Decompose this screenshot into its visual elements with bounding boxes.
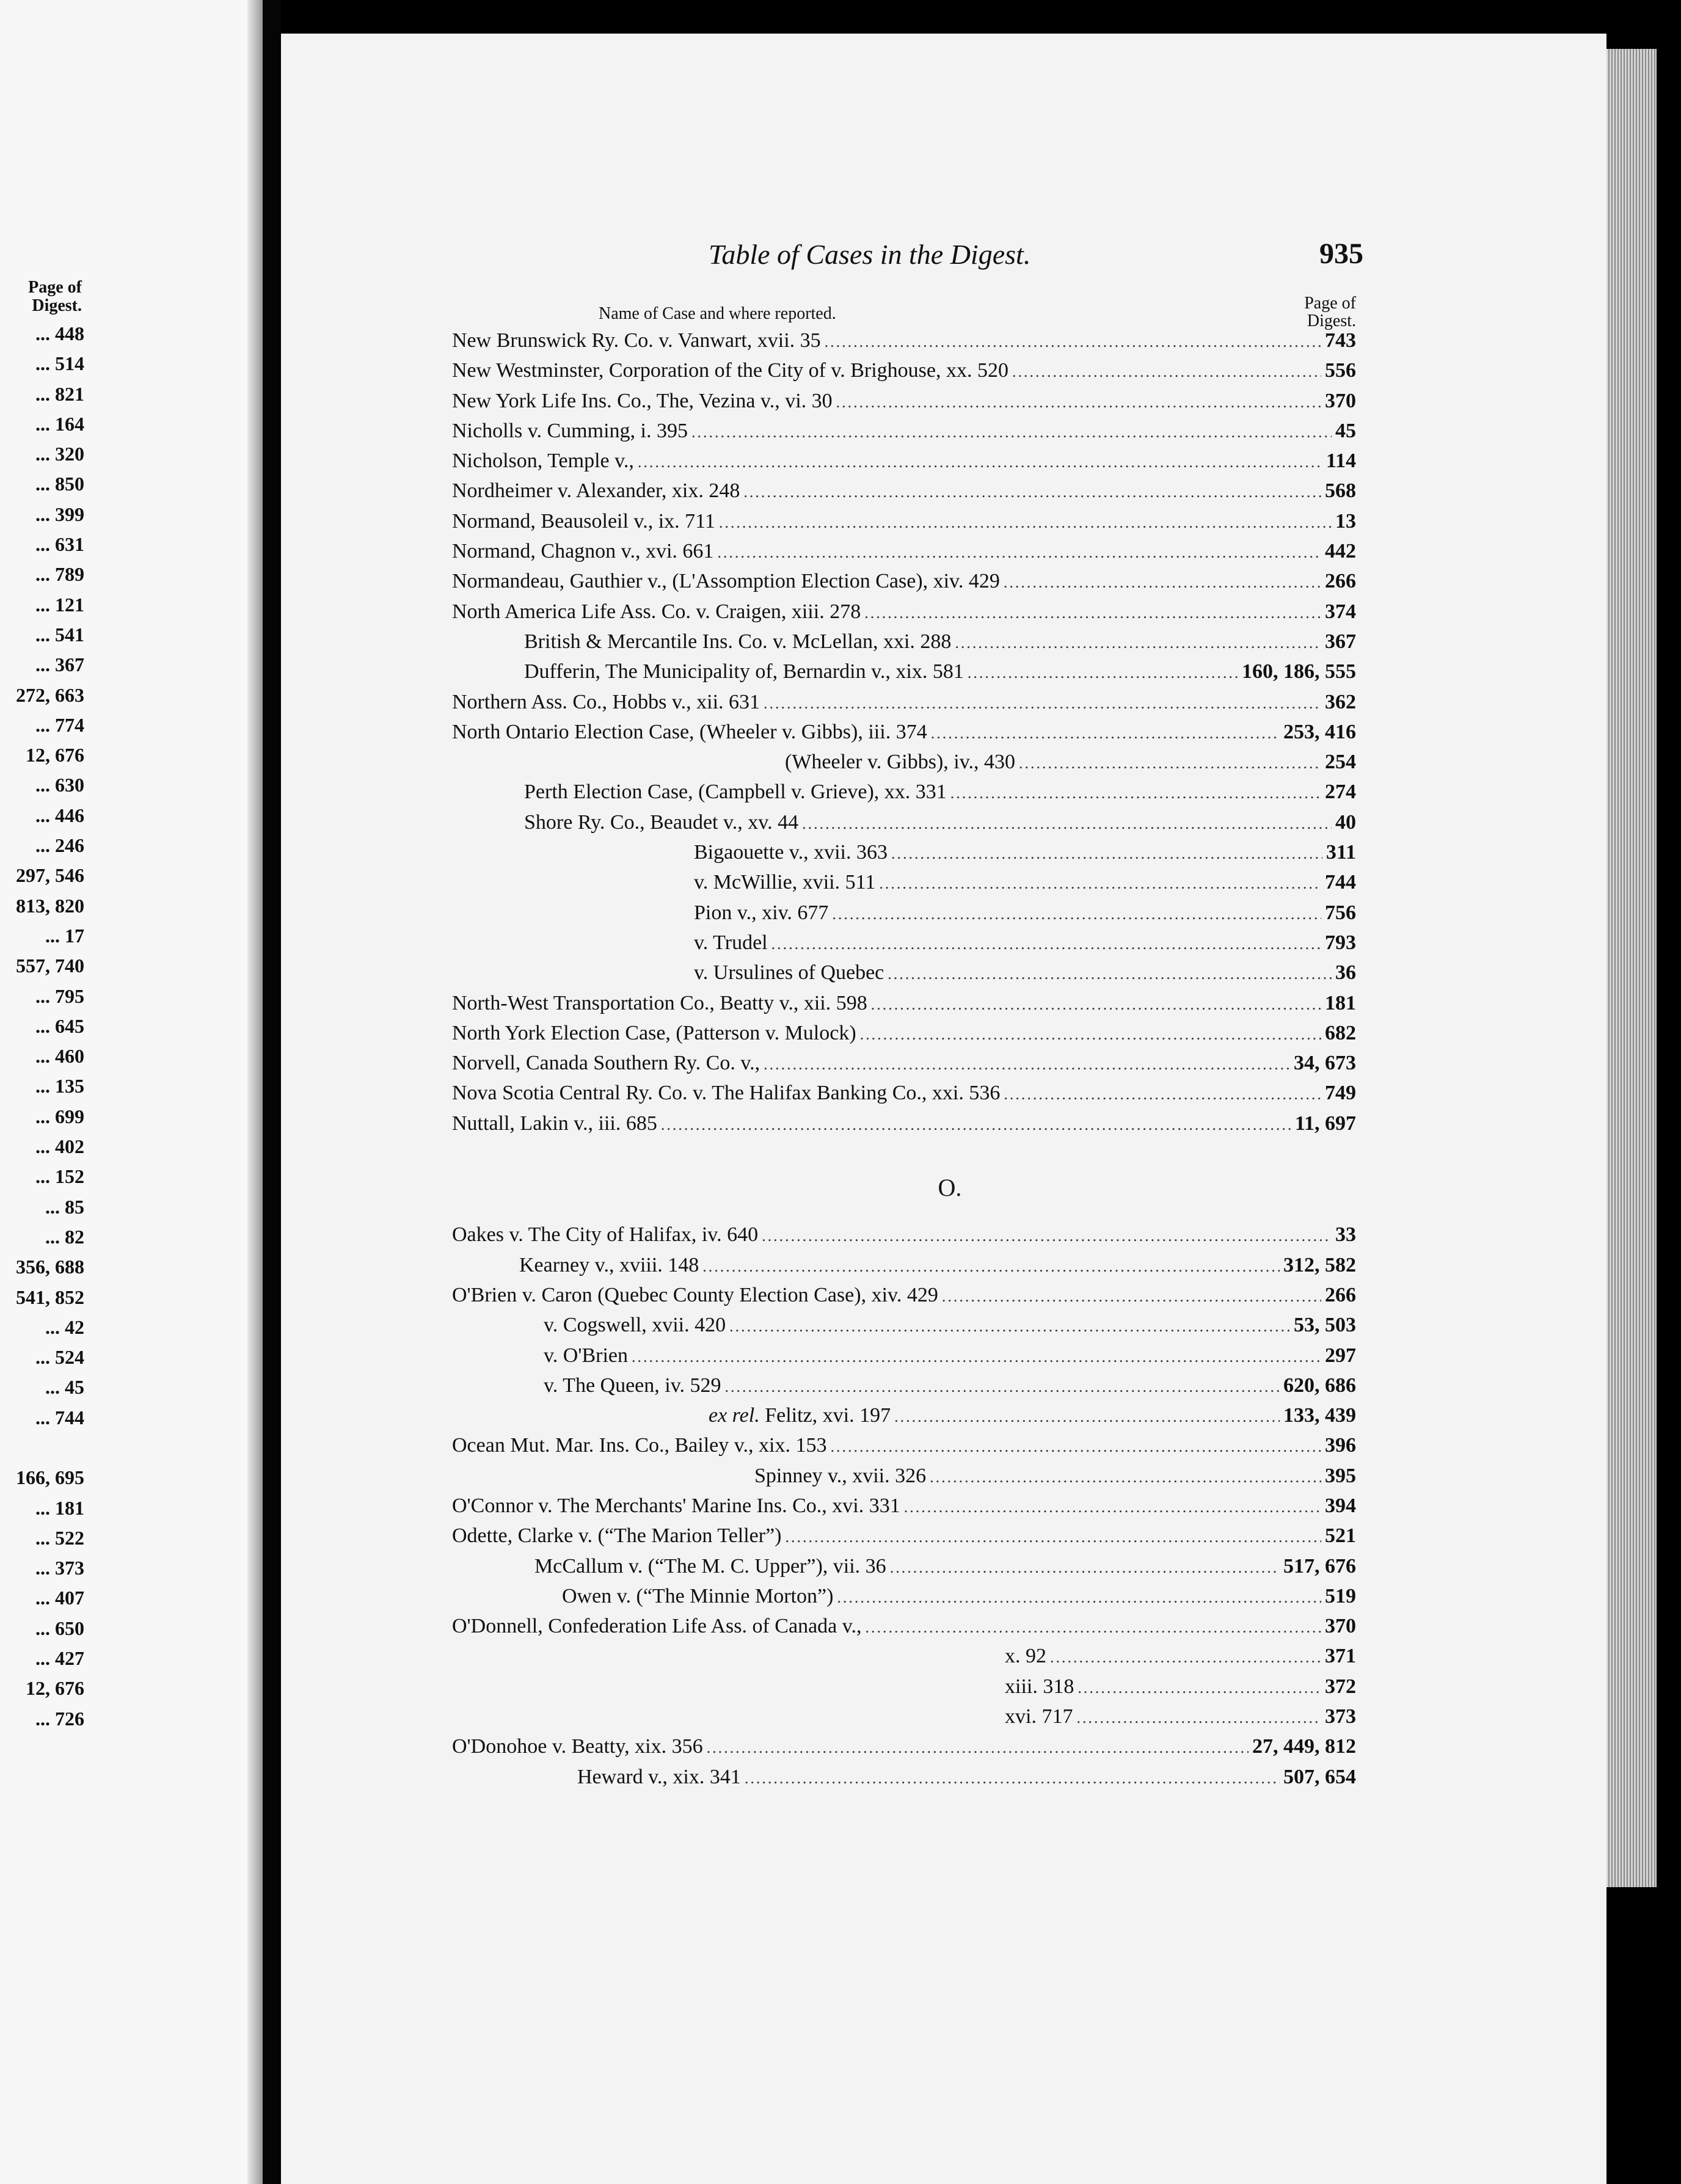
dot-leader — [837, 1582, 1321, 1612]
dot-leader — [1004, 567, 1321, 597]
dot-leader — [864, 598, 1321, 628]
case-name: (Wheeler v. Gibbs), iv., 430 — [785, 751, 1016, 774]
table-row — [281, 657, 1606, 686]
left-page-entry: 12, 676 — [26, 1677, 84, 1700]
digest-pages: 133, 439 — [1283, 1404, 1356, 1427]
left-page-entry: 297, 546 — [16, 864, 84, 887]
left-page-entry: ... 373 — [35, 1557, 84, 1579]
digest-pages: 253, 416 — [1283, 720, 1356, 743]
column-header-page — [1258, 294, 1356, 330]
left-page-entry: 12, 676 — [26, 744, 84, 766]
facing-page-fragment — [0, 0, 263, 2184]
table-row — [281, 1491, 1606, 1521]
left-page-entry: ... 85 — [45, 1195, 84, 1218]
case-name: Nordheimer v. Alexander, xix. 248 — [452, 479, 740, 503]
left-page-entry: 541, 852 — [16, 1286, 84, 1308]
section-gap — [281, 1207, 1606, 1220]
left-page-entry: ... 152 — [35, 1165, 84, 1188]
dot-leader — [871, 989, 1321, 1019]
digest-pages: 620, 686 — [1283, 1374, 1356, 1397]
left-page-number-list — [0, 322, 86, 1738]
case-name: North Ontario Election Case, (Wheeler v. Gibbs), iii. 374 — [452, 720, 927, 743]
table-row — [281, 777, 1606, 807]
case-name: Perth Election Case, (Campbell v. Grieve), xx. 331 — [524, 781, 947, 804]
case-name: xiii. 318 — [1005, 1675, 1074, 1698]
dot-leader — [825, 327, 1321, 357]
case-name: Kearney v., xviii. 148 — [519, 1253, 699, 1276]
dot-leader — [1019, 748, 1321, 778]
table-row — [281, 1702, 1606, 1731]
left-page-entry: ... 135 — [35, 1075, 84, 1097]
left-page-entry: ... 774 — [35, 713, 84, 736]
dot-leader — [719, 508, 1332, 537]
case-name: North York Election Case, (Patterson v. Mulock) — [452, 1021, 856, 1044]
case-name: O'Donnell, Confederation Life Ass. of Canada v., — [452, 1615, 862, 1638]
section-letter: O. — [938, 1174, 962, 1202]
left-page-entry: ... 45 — [45, 1376, 84, 1399]
table-row — [281, 1400, 1606, 1430]
case-name — [709, 1400, 891, 1430]
left-page-entry: ... 367 — [35, 653, 84, 676]
dot-leader — [1076, 1703, 1321, 1733]
case-name: xvi. 717 — [1005, 1705, 1073, 1728]
case-table — [281, 326, 1606, 1792]
left-page-entry: ... 181 — [35, 1496, 84, 1519]
table-row — [281, 687, 1606, 717]
digest-pages: 373 — [1325, 1705, 1356, 1728]
table-row — [281, 597, 1606, 627]
digest-pages: 793 — [1325, 931, 1356, 954]
case-name: North America Life Ass. Co. v. Craigen, xiii. 278 — [452, 600, 861, 623]
case-name: New Westminster, Corporation of the City of v. Brighouse, xx. 520 — [452, 359, 1008, 382]
table-row — [281, 867, 1606, 897]
case-name: Pion v., xiv. 677 — [694, 901, 829, 924]
table-row — [281, 1430, 1606, 1460]
dot-leader — [860, 1019, 1321, 1049]
left-page-entry: ... 460 — [35, 1045, 84, 1068]
case-name: Heward v., xix. 341 — [577, 1765, 741, 1788]
table-row — [281, 355, 1606, 385]
case-name: New York Life Ins. Co., The, Vezina v., vi. 30 — [452, 389, 833, 412]
table-row — [281, 386, 1606, 416]
left-page-entry: 356, 688 — [16, 1256, 84, 1278]
digest-pages: 744 — [1325, 871, 1356, 894]
column-header-page-line-1: Page of — [1304, 294, 1356, 313]
dot-leader — [691, 417, 1332, 447]
dot-leader — [866, 1612, 1321, 1642]
digest-pages: 396 — [1325, 1434, 1356, 1457]
case-name: Bigaouette v., xvii. 363 — [694, 841, 888, 864]
case-name: v. McWillie, xvii. 511 — [694, 871, 876, 894]
table-row — [281, 988, 1606, 1018]
dot-leader — [745, 1763, 1280, 1793]
table-row — [281, 837, 1606, 867]
dot-leader — [725, 1372, 1280, 1402]
left-page-entry: ... 17 — [45, 924, 84, 947]
case-name: Nicholls v. Cumming, i. 395 — [452, 419, 688, 442]
table-row — [281, 506, 1606, 536]
left-page-entry: ... 427 — [35, 1647, 84, 1670]
case-prefix: ex rel. — [709, 1404, 760, 1427]
left-page-entry: ... 850 — [35, 473, 84, 495]
digest-pages: 374 — [1325, 600, 1356, 623]
section-gap — [281, 1138, 1606, 1168]
dot-leader — [890, 1552, 1280, 1582]
case-name: Owen v. (“The Minnie Morton”) — [562, 1584, 834, 1607]
digest-pages: 507, 654 — [1283, 1765, 1356, 1788]
left-page-entry: 272, 663 — [16, 683, 84, 706]
dot-leader — [661, 1110, 1291, 1140]
dot-leader — [931, 718, 1280, 748]
dot-leader — [1050, 1642, 1321, 1672]
page-number: 935 — [1319, 238, 1363, 270]
table-row — [281, 1341, 1606, 1370]
digest-pages: 34, 673 — [1294, 1052, 1356, 1075]
digest-pages: 362 — [1325, 690, 1356, 713]
dot-leader — [955, 628, 1321, 658]
left-page-entry: ... 645 — [35, 1014, 84, 1037]
digest-pages: 749 — [1325, 1082, 1356, 1105]
digest-pages: 442 — [1325, 540, 1356, 563]
table-row — [281, 958, 1606, 988]
dot-leader — [832, 899, 1321, 929]
book-gutter — [263, 0, 281, 2184]
left-page-entry: ... 121 — [35, 593, 84, 616]
case-name: Dufferin, The Municipality of, Bernardin v., xix. 581 — [524, 660, 964, 683]
case-name: McCallum v. (“The M. C. Upper”), vii. 36 — [534, 1554, 886, 1578]
dot-leader — [891, 839, 1322, 868]
digest-pages: 254 — [1325, 751, 1356, 774]
table-row — [281, 536, 1606, 566]
table-row — [281, 1280, 1606, 1310]
case-name: v. The Queen, iv. 529 — [544, 1374, 721, 1397]
dot-leader — [930, 1462, 1321, 1492]
table-row — [281, 747, 1606, 777]
left-page-entry: ... 795 — [35, 985, 84, 1007]
dot-leader — [743, 477, 1321, 507]
digest-pages: 53, 503 — [1294, 1314, 1356, 1337]
left-page-entry: ... 448 — [35, 322, 84, 344]
left-header-line-2: Digest. — [32, 296, 82, 315]
page-stack-edge — [1606, 49, 1657, 1887]
digest-pages: 395 — [1325, 1464, 1356, 1487]
dot-leader — [632, 1342, 1321, 1372]
table-row — [281, 1370, 1606, 1400]
table-row — [281, 1581, 1606, 1611]
left-page-entry: 557, 740 — [16, 955, 84, 977]
left-page-entry: ... 524 — [35, 1346, 84, 1369]
digest-pages: 370 — [1325, 389, 1356, 412]
table-row — [281, 1731, 1606, 1761]
digest-pages: 181 — [1325, 991, 1356, 1014]
case-name: British & Mercantile Ins. Co. v. McLellan, xxi. 288 — [524, 630, 952, 653]
digest-pages: 756 — [1325, 901, 1356, 924]
left-header-line-1: Page of — [28, 278, 82, 297]
dot-leader — [764, 1049, 1290, 1079]
digest-pages: 114 — [1325, 450, 1356, 473]
left-page-entry: ... 699 — [35, 1105, 84, 1127]
case-name: x. 92 — [1005, 1645, 1046, 1668]
left-page-entry: ... 789 — [35, 563, 84, 586]
column-header-page-line-2: Digest. — [1307, 311, 1356, 330]
case-name: v. Trudel — [694, 931, 768, 954]
dot-leader — [894, 1402, 1280, 1432]
table-row — [281, 1551, 1606, 1581]
digest-pages: 13 — [1335, 509, 1356, 533]
table-row — [281, 1611, 1606, 1641]
table-row — [281, 566, 1606, 596]
digest-pages: 160, 186, 555 — [1242, 660, 1356, 683]
digest-pages: 27, 449, 812 — [1252, 1735, 1356, 1758]
dot-leader — [888, 959, 1332, 989]
dot-leader — [762, 1221, 1332, 1251]
digest-pages: 519 — [1325, 1584, 1356, 1607]
table-row — [281, 1108, 1606, 1138]
left-page-entry: ... 821 — [35, 382, 84, 405]
digest-pages: 372 — [1325, 1675, 1356, 1698]
digest-pages: 311 — [1325, 841, 1356, 864]
case-name: Nova Scotia Central Ry. Co. v. The Halifax Banking Co., xxi. 536 — [452, 1082, 1001, 1105]
dot-leader — [707, 1733, 1249, 1763]
case-name: Odette, Clarke v. (“The Marion Teller”) — [452, 1524, 782, 1548]
case-name: North-West Transportation Co., Beatty v., xii. 598 — [452, 991, 867, 1014]
table-row — [281, 1250, 1606, 1280]
left-page-entry: ... 402 — [35, 1135, 84, 1158]
digest-pages: 312, 582 — [1283, 1253, 1356, 1276]
dot-leader — [802, 809, 1332, 839]
table-row — [281, 1220, 1606, 1250]
left-page-entry: 813, 820 — [16, 894, 84, 917]
digest-pages: 45 — [1335, 419, 1356, 442]
case-name: v. Ursulines of Quebec — [694, 961, 884, 985]
table-row — [281, 1762, 1606, 1792]
table-row — [281, 717, 1606, 747]
dot-leader — [1078, 1673, 1321, 1703]
dot-leader — [1012, 357, 1321, 387]
digest-pages: 517, 676 — [1283, 1554, 1356, 1578]
case-name: Nuttall, Lakin v., iii. 685 — [452, 1112, 657, 1135]
dot-leader — [764, 688, 1321, 718]
dot-leader — [831, 1432, 1322, 1461]
digest-pages: 274 — [1325, 781, 1356, 804]
table-row — [281, 1048, 1606, 1078]
case-name: Nicholson, Temple v., — [452, 450, 634, 473]
table-row — [281, 928, 1606, 958]
left-column-header — [6, 278, 82, 315]
digest-pages: 266 — [1325, 570, 1356, 593]
case-name: Ocean Mut. Mar. Ins. Co., Bailey v., xix. 153 — [452, 1434, 827, 1457]
digest-pages: 370 — [1325, 1615, 1356, 1638]
case-name: New Brunswick Ry. Co. v. Vanwart, xvii. 35 — [452, 329, 821, 352]
case-name: Oakes v. The City of Halifax, iv. 640 — [452, 1223, 759, 1247]
dot-leader — [968, 658, 1238, 688]
left-page-entry: ... 407 — [35, 1587, 84, 1609]
digest-pages: 743 — [1325, 329, 1356, 352]
digest-pages: 521 — [1325, 1524, 1356, 1548]
table-row — [281, 476, 1606, 506]
table-row — [281, 898, 1606, 928]
left-page-entry: ... 246 — [35, 834, 84, 857]
digest-pages: 40 — [1335, 810, 1356, 834]
case-name: O'Connor v. The Merchants' Marine Ins. Co., xvi. 331 — [452, 1494, 900, 1517]
table-row — [281, 1641, 1606, 1671]
digest-pages: 11, 697 — [1294, 1112, 1356, 1135]
digest-pages: 371 — [1325, 1645, 1356, 1668]
digest-pages: 36 — [1335, 961, 1356, 985]
main-page — [281, 34, 1606, 2184]
left-page-entry: ... 631 — [35, 533, 84, 556]
dot-leader — [942, 1281, 1321, 1311]
dot-leader — [702, 1251, 1280, 1281]
dot-leader — [836, 387, 1321, 417]
table-row — [281, 1018, 1606, 1048]
case-name: v. Cogswell, xvii. 420 — [544, 1314, 726, 1337]
table-row — [281, 807, 1606, 837]
digest-pages: 367 — [1325, 630, 1356, 653]
left-page-entry: ... 522 — [35, 1526, 84, 1549]
left-page-gutter-shadow — [247, 0, 263, 2184]
case-name: Norvell, Canada Southern Ry. Co. v., — [452, 1052, 760, 1075]
case-name-text: Felitz, xvi. 197 — [765, 1404, 891, 1427]
left-page-entry: ... 630 — [35, 774, 84, 796]
digest-pages: 682 — [1325, 1021, 1356, 1044]
left-page-entry: ... 541 — [35, 623, 84, 646]
table-row — [281, 1521, 1606, 1551]
left-page-entry: ... 82 — [45, 1225, 84, 1248]
left-page-entry: ... 726 — [35, 1707, 84, 1730]
left-page-entry — [0, 1436, 86, 1466]
case-name: v. O'Brien — [544, 1344, 629, 1367]
case-name: Shore Ry. Co., Beaudet v., xv. 44 — [524, 810, 799, 834]
left-page-entry: ... 744 — [35, 1406, 84, 1429]
case-name: O'Brien v. Caron (Quebec County Election Case), xiv. 429 — [452, 1283, 938, 1306]
digest-pages: 266 — [1325, 1283, 1356, 1306]
table-row — [281, 627, 1606, 657]
running-head: Table of Cases in the Digest. — [709, 239, 1031, 270]
left-page-entry: ... 164 — [35, 412, 84, 435]
case-name: Normandeau, Gauthier v., (L'Assomption Election Case), xiv. 429 — [452, 570, 1000, 593]
digest-pages: 556 — [1325, 359, 1356, 382]
dot-leader — [904, 1492, 1321, 1522]
dot-leader — [717, 537, 1321, 567]
left-page-entry: 166, 695 — [16, 1466, 84, 1489]
dot-leader — [879, 868, 1321, 898]
case-name: Northern Ass. Co., Hobbs v., xii. 631 — [452, 690, 760, 713]
left-page-entry: ... 650 — [35, 1617, 84, 1639]
table-row — [281, 1310, 1606, 1340]
dot-leader — [786, 1522, 1321, 1552]
left-page-entry: ... 446 — [35, 804, 84, 826]
left-page-entry: ... 42 — [45, 1316, 84, 1338]
dot-leader — [729, 1311, 1290, 1341]
left-page-entry: ... 399 — [35, 503, 84, 525]
digest-pages: 33 — [1335, 1223, 1356, 1247]
table-row — [281, 416, 1606, 446]
case-name: Normand, Chagnon v., xvi. 661 — [452, 540, 714, 563]
column-header-name: Name of Case and where reported. — [599, 304, 836, 323]
left-page-entry: ... 320 — [35, 443, 84, 465]
dot-leader — [1004, 1079, 1321, 1109]
table-row — [281, 1078, 1606, 1108]
table-row — [281, 326, 1606, 355]
left-page-entry: ... 514 — [35, 352, 84, 375]
digest-pages: 568 — [1325, 479, 1356, 503]
case-name: Normand, Beausoleil v., ix. 711 — [452, 509, 715, 533]
digest-pages: 297 — [1325, 1344, 1356, 1367]
case-name: O'Donohoe v. Beatty, xix. 356 — [452, 1735, 703, 1758]
dot-leader — [771, 929, 1321, 959]
case-name: Spinney v., xvii. 326 — [754, 1464, 927, 1487]
dot-leader — [638, 447, 1322, 477]
dot-leader — [950, 778, 1321, 808]
table-row — [281, 446, 1606, 476]
digest-pages: 394 — [1325, 1494, 1356, 1517]
table-row — [281, 1672, 1606, 1702]
table-row — [281, 1461, 1606, 1491]
